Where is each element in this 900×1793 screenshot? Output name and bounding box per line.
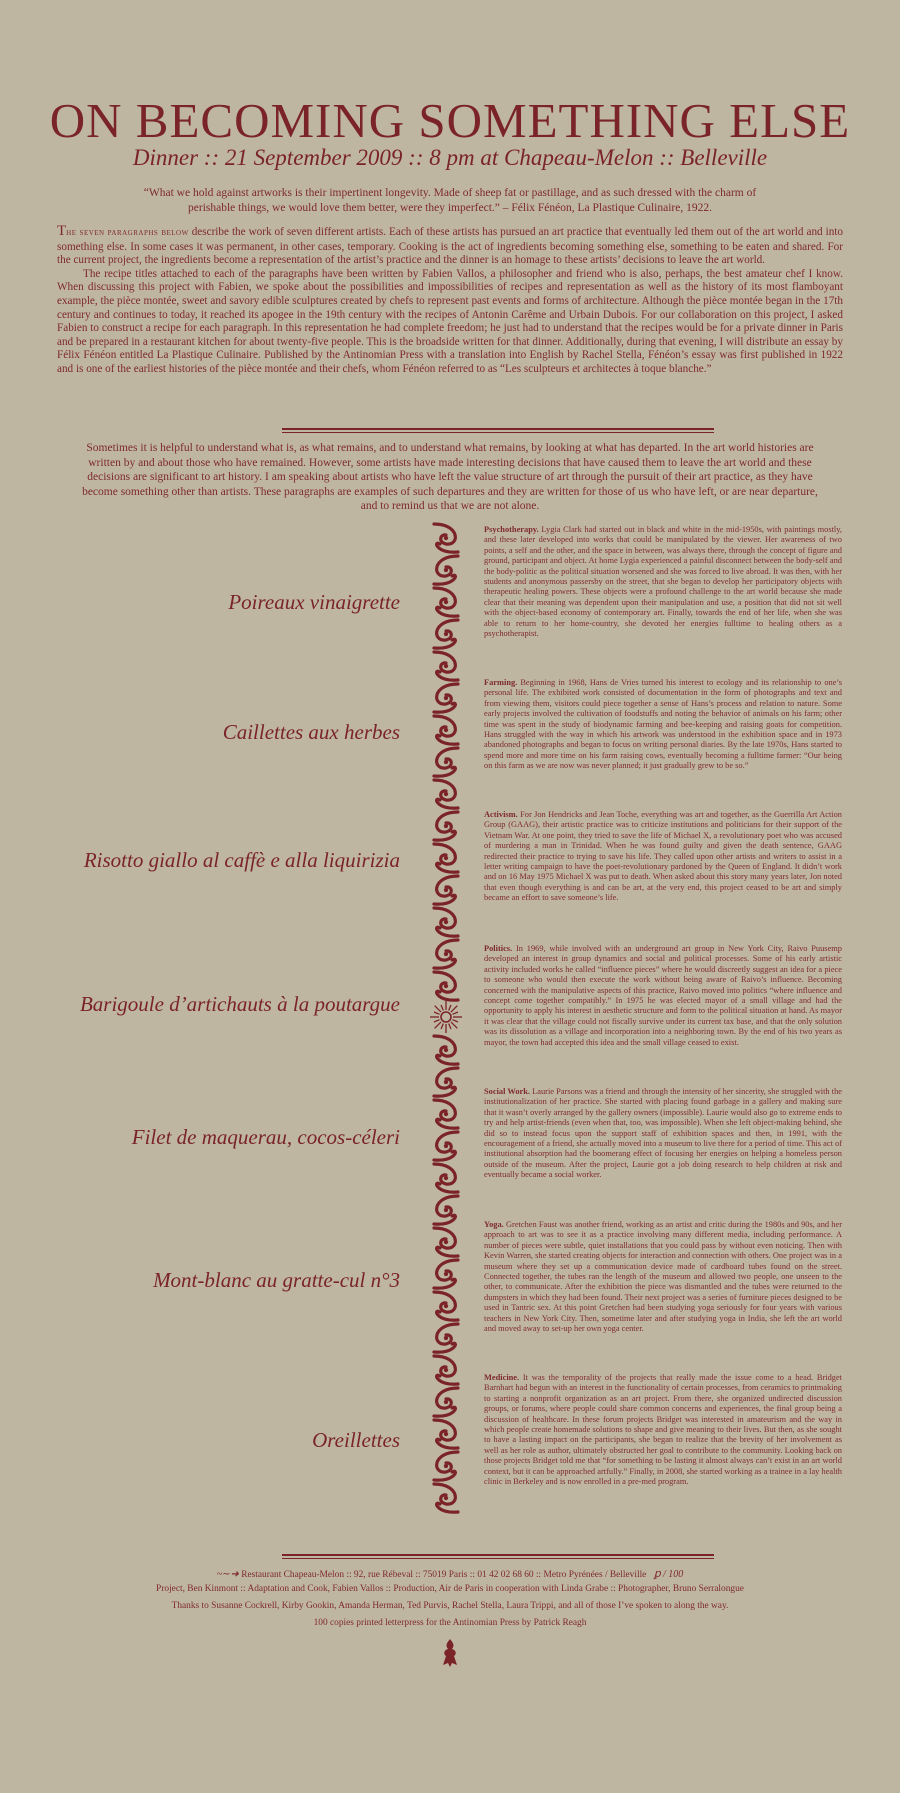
story-heading: Psychotherapy.	[484, 525, 539, 534]
intro-paragraph-2: The recipe titles attached to each of the paragraphs have been written by Fabien Vallos, a philosopher and friend who is also, perhaps, the best amateur chef I know. When discussing this project with Fabien, we spoke about the possibilities and impossibilities of recipes and representation as well as the history of its most flamboyant example, the pièce montée, sweet and savory edible sculptures created by chefs to represent past events and forms of architecture. Although the pièce montée began in the 17th century and continues to today, it reached its apogee in the 19th century with the recipes of Antonin Carême and Urbain Dubois. For our collaboration on this project, I asked Fabien to construct a recipe for each paragraph. In this representation he had complete freedom; he just had to understand that the recipes would be for a private dinner in Paris and be prepared in a restaurant kitchen for about twenty-five people. This is the broadside written for that dinner. Additionally, during that evening, I will distribute an essay by Félix Fénéon entitled La Plastique Culinaire. Published by the Antinomian Press with a translation into English by Rachel Stella, Fénéon’s essay was first published in 1922 and is one of the earliest histories of the pièce montée and their chefs, whom Fénéon referred to as “Les sculpteurs et architectes à toque blanche.”	[57, 267, 843, 375]
story-text: Lygia Clark had started out in black and white in the mid-1950s, with paintings mostly, and these later developed into works that could be manipulated by the viewer. Her awareness of two points, a self and the other, and the space in between, was always there, through the concept of figure and ground, participant and object. At home Lygia experienced a painful disconnect between the body-self and the body-politic as the political situation worsened and she was forced to live abroad. It was then, with her students and anonymous passersby on the street, that she began to develop her participatory objects with therapeutic healing powers. These objects were a profound challenge to the art world because she made clear that their meaning was dependent upon their manipulation and use, a position that did not sit well with the object-based economy of contemporary art. Finally, towards the end of her life, when she was able to return to her home-country, she devoted her energies fulltime to healing others as a psychotherapist.	[484, 525, 842, 639]
dish-title-1: Poireaux vinaigrette	[228, 590, 400, 614]
scroll-motif	[434, 1484, 458, 1512]
story-text: Laurie Parsons was a friend and through the intensity of her sincerity, she struggled with the institutionalization of her practice. She started with placing found garbage in a gallery and making sure that it wasn’t overly arranged by the gallery owners (impossible). Laurie would also go to extreme ends to try and help artist-friends (even when that, too, was impossible). When she left object-making behind, she did so to instead focus upon the support staff of exhibition spaces and then, in 1991, with the encouragement of a friend, she actually moved into a museum to live there for a period of time. This act of institutional absorption had the boomerang effect of focusing her energies on helping a homeless person outside of the museum. After the project, Laurie got a job doing research to help children at risk and eventually became a social worker.	[484, 1087, 842, 1180]
divider-rule-top	[282, 428, 714, 430]
dish-title-3: Risotto giallo al caffè e alla liquirizia	[83, 848, 400, 872]
sunburst-icon	[430, 1001, 462, 1033]
story-psychotherapy	[484, 525, 842, 639]
story-activism	[484, 810, 842, 904]
scroll-motif	[434, 1420, 458, 1448]
scroll-motif	[434, 748, 458, 776]
dish-title-6: Mont-blanc au gratte-cul n°3	[153, 1268, 400, 1292]
scroll-motif	[434, 1356, 458, 1384]
edition-number-handwritten: ꝑ	[653, 1568, 661, 1580]
dish-title-4: Barigoule d’artichauts à la poutargue	[79, 992, 400, 1016]
scroll-motif	[434, 1388, 458, 1416]
scroll-motif	[434, 556, 458, 584]
story-heading: Activism.	[484, 810, 518, 819]
story-farming	[484, 678, 842, 772]
drop-cap: T	[57, 223, 67, 239]
scroll-motif	[434, 1068, 458, 1096]
story-heading: Politics.	[484, 944, 513, 953]
story-heading: Social Work.	[484, 1087, 530, 1096]
scroll-motif	[434, 1324, 458, 1352]
edition-total: / 100	[663, 1569, 684, 1580]
divider-rule-top-thin	[282, 432, 714, 433]
footer-credits: Project, Ben Kinmont :: Adaptation and Cook, Fabien Vallos :: Production, Air de Paris in cooperation with Linda Grabe :: Photographer, Bruno Serralongue	[156, 1584, 744, 1594]
scroll-motif	[434, 780, 458, 808]
story-yoga	[484, 1220, 842, 1334]
story-text: It was the temporality of the projects that really made the issue come to a head. Bridget Barnhart had begun with an interest in the functionality of certain processes, from ceramics to printmaking to starting a nonprofit organization as an art project. From there, she organized undirected discussion groups, or forums, where people could share common concerns and experiences, the final group being a discussion of healthcare. In these forum projects Bridget was interested in amateurism and the way in which people create homemade solutions to shape and give meaning to their lives. But then, as she sought to have a lasting impact on the participants, she began to realize that the brevity of her involvement as well as her role as author, ultimately obstructed her goal to contribute to the community. Looking back on those projects Bridget told me that “for something to be lasting it almost always can’t exist in an art world context, but it can be approached artfully.” Finally, in 2008, she started working as a trainee in a lay health clinic in Berkeley and is now enrolled in a pre-med program.	[484, 1373, 842, 1487]
story-text: Beginning in 1968, Hans de Vries turned his interest to ecology and its relationship to one’s personal life. The exhibited work consisted of documentation in the form of photographs and text and from viewing them, visitors could piece together a sense of Hans’s process and relation to nature. Some early projects involved the cultivation of foodstuffs and noting the behavior of animals on his farm; other time was spent in the study of biodynamic farming and bee-keeping and raising goats for competition. Hans struggled with the way in which his artwork was understood in the exhibition space and in 1973 abandoned photographs and began to focus on writing personal diaries. By the late 1970s, Hans started to spend more and more time on his farm raising cows, eventually becoming a fulltime farmer: “Our being on this farm as we are now was never planned; it just gradually grew to be so.”	[484, 678, 842, 771]
scroll-motif	[434, 876, 458, 904]
story-politics	[484, 944, 842, 1048]
dish-title-7: Oreillettes	[312, 1428, 400, 1452]
introduction	[57, 225, 843, 377]
scroll-motif	[434, 908, 458, 936]
story-text: Gretchen Faust was another friend, working as an artist and critic during the 1980s and 90s, and her approach to art was to see it as a practice involving many different media, including performance. A number of pieces were subtle, quiet installations that you could pass by without even noticing. Then with Kevin Warren, she started creating objects for interaction and connection with others. One project was in a museum where they set up a communication device made of cardboard tubes found on the street. Connected together, the tubes ran the length of the museum and allowed two people, one unseen to the other, to communicate. After the exhibition the piece was dismantled and the tubes were returned to the dumpsters in which they had been found. Their next project was a series of furniture pieces designed to be used in Tantric sex. At this point Gretchen had been studying yoga seriously for four years with various teachers in New York City. Then, sometime later and after studying yoga in India, she left the art world and moved away to set-up her own yoga center.	[484, 1220, 842, 1334]
scroll-motif	[434, 588, 458, 616]
footer-colophon: 100 copies printed letterpress for the Antinomian Press by Patrick Reagh	[313, 1618, 587, 1628]
scroll-motif	[434, 940, 458, 968]
story-heading: Yoga.	[484, 1220, 504, 1229]
press-logo-icon	[439, 1637, 461, 1669]
scroll-motif	[434, 812, 458, 840]
page-title: ON BECOMING SOMETHING ELSE	[49, 93, 851, 148]
footer-address-text: Restaurant Chapeau-Melon :: 92, rue Rébeval :: 75019 Paris :: 01 42 02 68 60 :: Metro Pyrénées / Belleville	[241, 1570, 647, 1580]
intro-paragraph-1	[57, 225, 843, 268]
scroll-motif	[434, 1228, 458, 1256]
scroll-motif	[434, 620, 458, 648]
scroll-ornament-column	[429, 522, 463, 1538]
scroll-motif	[434, 1036, 458, 1064]
scroll-motif	[434, 1164, 458, 1192]
divider-rule-bottom-thin	[282, 1558, 714, 1559]
story-medicine	[484, 1373, 842, 1487]
story-heading: Medicine.	[484, 1373, 520, 1382]
story-text: In 1969, while involved with an underground art group in New York City, Raivo Puusemp developed an interest in group dynamics and social and political processes. Some of his early artistic activity included works he called “influence pieces” where he would discreetly suggest an idea for a piece to someone who would then execute the work without being aware of Raivo’s influence. Becoming concerned with the manipulative aspects of this practice, Raivo moved into politics “where influence and concept come together compatibly.” In 1975 he was elected mayor of a small village and had the opportunity to apply his interest in aesthetic structure and form to the political situation at hand. As mayor it was clear that the village could not fiscally survive under its current tax base, and that the only solution was its dissolution as a village and incorporation into a neighboring town. By the end of his two years as mayor, the town had accepted this idea and the small village ceased to exist.	[484, 944, 842, 1047]
footer-thanks: Thanks to Susanne Cockrell, Kirby Gookin, Amanda Herman, Ted Purvis, Rachel Stella, Laura Trippi, and all of those I’ve spoken to along the way.	[171, 1601, 729, 1611]
scroll-motif	[434, 684, 458, 712]
scroll-motif	[434, 1196, 458, 1224]
scroll-motif	[434, 652, 458, 680]
footer-address	[0, 1567, 900, 1580]
story-text: For Jon Hendricks and Jean Toche, everything was art and together, as the Guerrilla Art Action Group (GAAG), their artistic practice was to criticize institutions and politicians for their support of the Vietnam War. At one point, they tried to save the life of Michael X, a revolutionary poet who was accused of murdering a man in Trinidad. When he was found guilty and given the death sentence, GAAG redirected their practice to trying to save his life. They called upon other artists and writers to assist in a letter writing campaign to have the poet-revolutionary pardoned by the Queen of England. It didn’t work and on 16 May 1975 Michael X was put to death. When asked about this story many years later, Jon noted that even though everything is and can be art, at the very end, this project ceased to be art and simply became an effort to save someone’s life.	[484, 810, 842, 903]
dish-title-2: Caillettes aux herbes	[222, 720, 400, 744]
signature-flourish-icon: ~∼➜	[216, 1569, 239, 1580]
story-heading: Farming.	[484, 678, 518, 687]
scroll-motif	[434, 716, 458, 744]
intro-text: describe the work of seven different artists. Each of these artists has pursued an art practice that eventually led them out of the art world and into something else. In some cases it was permanent, in other cases, temporary. Cooking is the act of ingredients becoming something else, something to be eaten and shared. For the current project, the ingredients become a representation of the artist’s practice and the dinner is an homage to these artists’ decisions to leave the art world.	[57, 226, 843, 267]
epigraph-quote: “What we hold against artworks is their impertinent longevity. Made of sheep fat or pastillage, and as such dressed with the charm of perishable things, we would love them better, were they imperfect.” – Félix Fénéon, La Plastique Culinaire, 1922.	[143, 187, 757, 214]
scroll-motif	[434, 844, 458, 872]
scroll-motif	[434, 1132, 458, 1160]
event-subtitle: Dinner :: 21 September 2009 :: 8 pm at Chapeau-Melon :: Belleville	[132, 145, 768, 170]
scroll-motif	[434, 972, 458, 1000]
dish-title-5: Filet de maquerau, cocos-céleri	[131, 1125, 400, 1149]
preface-text: Sometimes it is helpful to understand what is, as what remains, and to understand what remains, by looking at what has departed. In the art world histories are written by and about those who have remained. However, some artists have made interesting decisions that have caused them to leave the art world and these decisions are significant to art history. I am speaking about artists who have left the value structure of art through the pursuit of their art practice, as they have become something other than artists. These paragraphs are examples of such departures and they are written for those of us who have left, or are near departure, and to remind us that we are not alone.	[82, 442, 818, 513]
story-social-work	[484, 1087, 842, 1181]
scroll-motif	[434, 1260, 458, 1288]
scroll-motif	[434, 1292, 458, 1320]
scroll-motif	[434, 1452, 458, 1480]
scroll-motif	[434, 1100, 458, 1128]
scroll-motif	[434, 524, 458, 552]
divider-rule-bottom	[282, 1554, 714, 1556]
intro-smallcaps: he seven paragraphs below	[66, 228, 189, 238]
